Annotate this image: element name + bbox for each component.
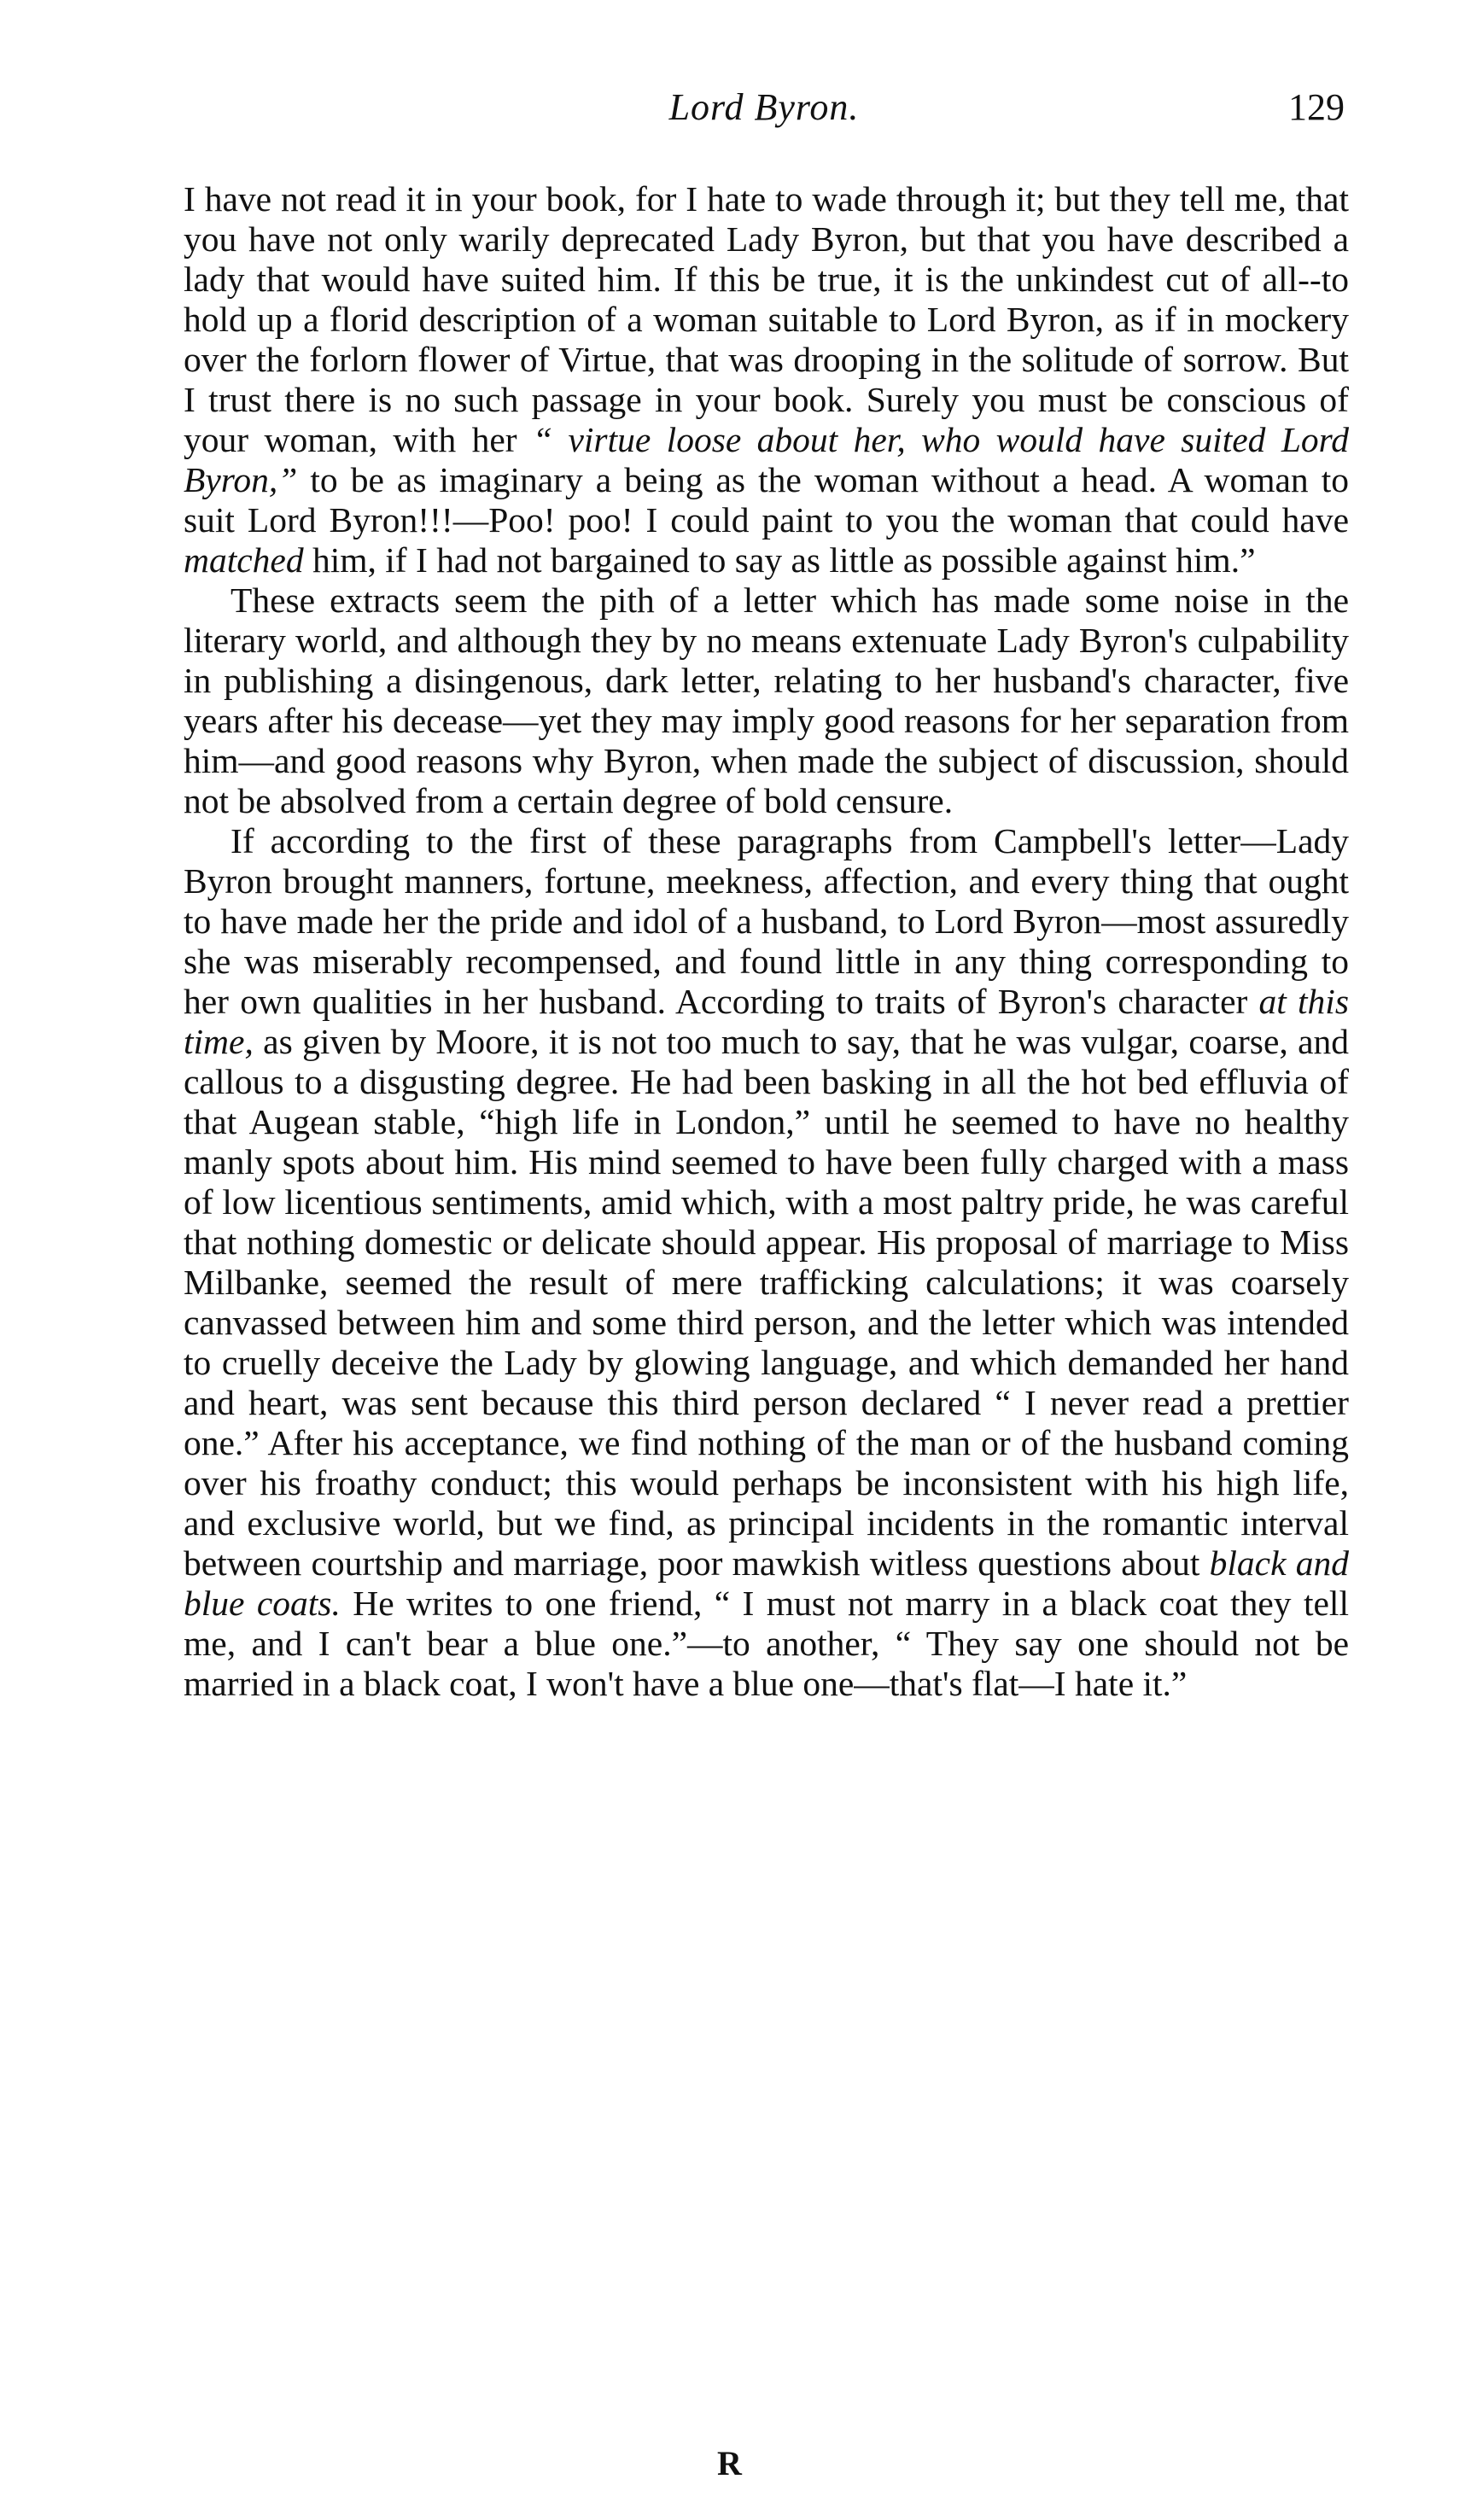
running-title: Lord Byron. [668,86,860,128]
text-segment: as given by Moore, it is not too much to say, that he was vulgar, coarse, and callous to a disgusting degree. He had been basking in all the hot bed effluvia of that Augean stable, “high life in London,” until he seemed to have no healthy manly spots about him. His mind seemed to have been fully charged with a mass of low licentious sentiments, amid which, with a most paltry pride, he was careful that nothing domestic or delicate should appear. His proposal of marriage to Miss Milbanke, seemed the result of mere trafficking calculations; it was coarsely canvassed between him and some third person, and the letter which was intended to cruelly deceive the Lady by glowing language, and which demanded her hand and heart, was sent because this third person declared “ I never read a prettier one.” After his acceptance, we find nothing of the man or of the husband coming over his froathy conduct; this would perhaps be inconsistent with his high life, and exclusive world, but we find, as principal incidents in the romantic interval between courtship and marriage, poor mawkish witless questions about [184,1022,1349,1583]
text-segment: These extracts seem the pith of a letter which has made some noise in the literary world, and although they by no means extenuate Lady Byron's culpability in publishing a disingenous, dark letter, relating to her husband's character, five years after his decease—yet they may imply good reasons for her separation from him—and good reasons why Byron, when made the subject of discussion, should not be absolved from a certain degree of bold censure. [184,580,1349,820]
paragraph [184,179,1349,580]
paragraph [184,580,1349,821]
body-text [184,179,1349,1704]
italic-text-segment: black and blue coats. [184,1543,1349,1623]
text-segment: I have not read it in your book, for I hate to wade through it; but they tell me, that you have not only warily deprecated Lady Byron, but that you have described a lady that would have suited him. If this be true, it is the unkindest cut of all--to hold up a florid description of a woman suitable to Lord Byron, as if in mockery over the forlorn flower of Virtue, that was drooping in the solitude of sorrow. But I trust there is no such passage in your book. Surely you must be conscious of your woman, with her [184,179,1349,459]
text-segment: If according to the first of these paragraphs from Campbell's letter—Lady Byron brought manners, fortune, meekness, affection, and every thing that ought to have made her the pride and idol of a husband, to Lord Byron—most assuredly she was miserably recompensed, and found little in any thing corresponding to her own qualities in her husband. According to traits of Byron's character [184,821,1349,1021]
text-segment: to be as imaginary a being as the woman without a head. A woman to suit Lord Byron!!!—Poo! poo! I could paint to you the woman that could have [184,460,1349,540]
signature-mark: R [717,2444,742,2482]
text-segment: him, if I had not bargained to say as little as possible against him.” [303,540,1256,580]
italic-text-segment: “ virtue loose about her, who would have suited Lord Byron,” [184,420,1350,499]
page-number: 129 [1288,86,1345,128]
paragraph [184,821,1349,1704]
running-head [184,85,1345,137]
italic-text-segment: matched [184,540,304,580]
italic-text-segment: at this time, [184,982,1349,1061]
text-segment: He writes to one friend, “ I must not marry in a black coat they tell me, and I can't bear a blue one.”—to another, “ They say one should not be married in a black coat, I won't have a blue one—that's flat—I hate it.” [184,1584,1349,1703]
